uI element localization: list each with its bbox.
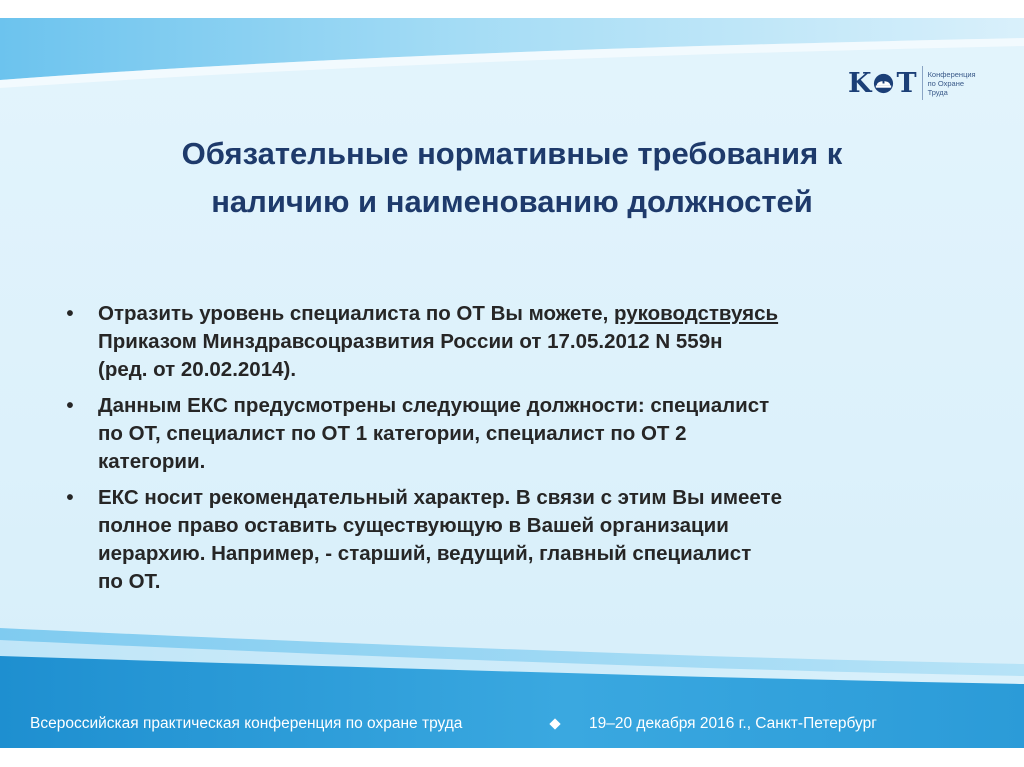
bullet-line: Приказом Минздравсоцразвития России от 17.05.2012 N 559н (98, 330, 723, 353)
bullet-item (60, 392, 980, 476)
slide (0, 18, 1024, 748)
bullet-marker: • (66, 486, 74, 509)
logo-caption-line: Конференция (927, 69, 976, 79)
footer-bar (0, 702, 1024, 746)
bullet-line: категории. (98, 450, 206, 473)
logo-letter-k: K (848, 67, 872, 99)
bullet-marker: • (66, 394, 74, 417)
bullet-text: Отразить уровень специалиста по ОТ Вы можете, (98, 302, 614, 325)
footer-conference-name: Всероссийская практическая конференция по охране труда (30, 715, 463, 732)
footer-date-location: 19–20 декабря 2016 г., Санкт-Петербург (589, 715, 877, 732)
logo-caption-line: по Охране (927, 78, 965, 88)
bullet-line (98, 300, 980, 328)
bullet-line: (ред. от 20.02.2014). (98, 358, 297, 381)
slide-title (60, 130, 964, 226)
bullet-list (60, 300, 980, 604)
hard-hat-icon (872, 72, 895, 95)
bullet-marker: • (66, 302, 74, 325)
bullet-line: ЕКС носит рекомендательный характер. В связи с этим Вы имеете (98, 486, 782, 509)
logo-caption (928, 70, 976, 97)
slide-title-line: наличию и наименованию должностей (211, 184, 813, 219)
bullet-item (60, 300, 980, 384)
slide-title-line: Обязательные нормативные требования к (181, 136, 843, 171)
bullet-line: по ОТ, специалист по ОТ 1 категории, специалист по ОТ 2 (98, 422, 687, 445)
bullet-line: иерархию. Например, - старший, ведущий, главный специалист (98, 542, 752, 565)
conference-logo (848, 58, 998, 108)
bullet-line: полное право оставить существующую в Вашей организации (98, 514, 729, 537)
underlined-text: руководствуясь (613, 302, 779, 325)
logo-letter-t: T (896, 67, 917, 99)
logo-caption-line: Труда (927, 87, 948, 97)
bullet-line: по ОТ. (98, 570, 161, 593)
bullet-line: Данным ЕКС предусмотрены следующие должности: специалист (98, 394, 770, 417)
logo-mark (848, 68, 917, 99)
diamond-separator-icon (549, 718, 560, 729)
logo-divider (922, 66, 923, 100)
bullet-item (60, 484, 980, 596)
